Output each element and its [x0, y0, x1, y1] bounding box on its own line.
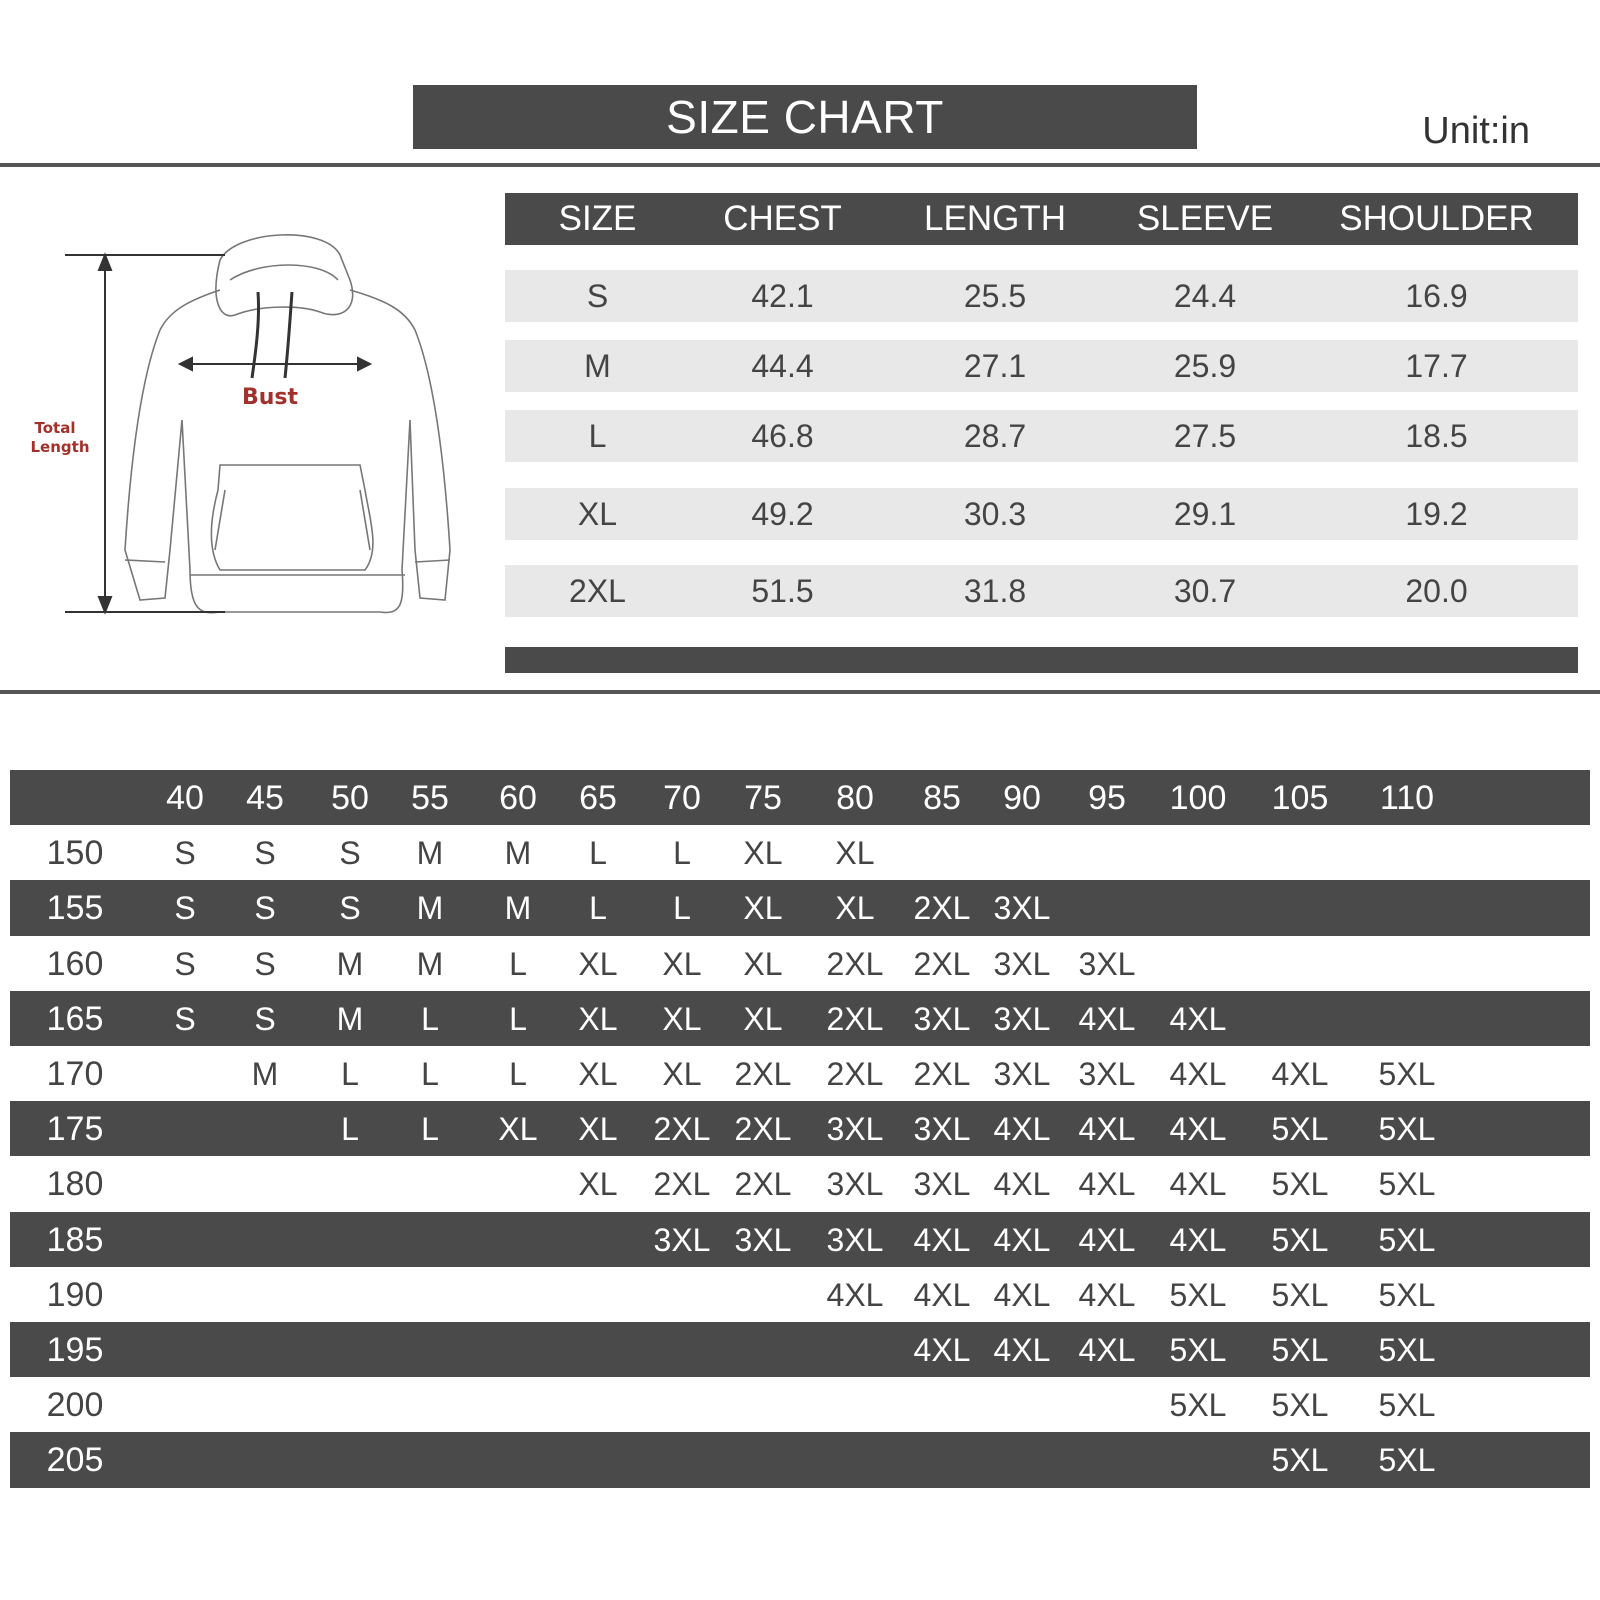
size-cell: 2XL	[734, 1111, 792, 1147]
size-cell: 5XL	[1378, 1277, 1436, 1313]
weight-header: 90	[1003, 779, 1041, 817]
cell-length: 27.1	[963, 347, 1027, 384]
cell-size: 2XL	[569, 572, 626, 609]
size-cell: 4XL	[913, 1222, 971, 1258]
size-cell: S	[339, 835, 361, 871]
size-cell: 4XL	[1169, 1166, 1227, 1202]
cell-sleeve: 27.5	[1173, 417, 1237, 454]
size-cell: XL	[743, 1001, 783, 1037]
size-cell: 5XL	[1378, 1442, 1436, 1478]
cell-shoulder: 20.0	[1405, 572, 1468, 609]
size-cell: S	[174, 1001, 196, 1037]
cell-size: L	[588, 417, 607, 454]
size-cell: L	[509, 946, 527, 982]
size-cell: XL	[578, 1056, 618, 1092]
size-cell: XL	[662, 946, 702, 982]
size-cell: 3XL	[993, 1056, 1051, 1092]
size-cell: 4XL	[913, 1277, 971, 1313]
weight-header: 95	[1088, 779, 1126, 817]
cell-size: S	[586, 277, 609, 314]
size-cell: 5XL	[1169, 1277, 1227, 1313]
size-cell: 2XL	[826, 1056, 884, 1092]
size-cell: 4XL	[1078, 1001, 1136, 1037]
size-cell: XL	[743, 835, 783, 871]
hoodie-diagram	[20, 220, 460, 640]
size-cell: 3XL	[1078, 1056, 1136, 1092]
weight-header: 100	[1169, 779, 1227, 817]
size-cell: M	[504, 835, 532, 871]
grid-row	[10, 991, 1590, 1047]
size-cell: L	[673, 890, 691, 926]
size-cell: 3XL	[826, 1222, 884, 1258]
size-cell: 5XL	[1271, 1332, 1329, 1368]
size-cell: 5XL	[1378, 1056, 1436, 1092]
grid-row	[10, 1101, 1590, 1157]
size-cell: 4XL	[993, 1111, 1051, 1147]
size-cell: S	[339, 890, 361, 926]
size-cell: 4XL	[1078, 1332, 1136, 1368]
size-cell: M	[504, 890, 532, 926]
height-label: 165	[46, 1000, 104, 1038]
cell-sleeve: 24.4	[1173, 277, 1237, 314]
measurements-row	[505, 410, 1578, 462]
height-label: 200	[46, 1386, 104, 1424]
grid-row	[10, 880, 1590, 936]
weight-header: 45	[246, 779, 284, 817]
size-cell: 4XL	[1078, 1166, 1136, 1202]
size-cell: M	[416, 835, 444, 871]
height-label: 155	[46, 889, 104, 927]
weight-header: 110	[1379, 779, 1435, 817]
size-cell: S	[174, 890, 196, 926]
size-cell: 2XL	[826, 946, 884, 982]
size-cell: L	[509, 1001, 527, 1037]
hoodie-outline-icon	[20, 220, 460, 640]
size-cell: 2XL	[913, 890, 971, 926]
cell-size: XL	[577, 495, 618, 532]
size-cell: 5XL	[1169, 1387, 1227, 1423]
measurements-row	[505, 565, 1578, 617]
size-cell: 4XL	[1078, 1222, 1136, 1258]
weight-header: 70	[663, 779, 701, 817]
size-cell: M	[416, 946, 444, 982]
cell-chest: 46.8	[751, 417, 814, 454]
weight-header: 80	[836, 779, 874, 817]
size-cell: 5XL	[1378, 1166, 1436, 1202]
cell-sleeve: 25.9	[1173, 347, 1237, 384]
size-cell: L	[341, 1056, 359, 1092]
cell-sleeve: 29.1	[1173, 495, 1237, 532]
height-label: 195	[46, 1331, 104, 1369]
cell-length: 25.5	[963, 277, 1027, 314]
size-cell: 4XL	[826, 1277, 884, 1313]
size-cell: 2XL	[913, 946, 971, 982]
size-cell: XL	[578, 946, 618, 982]
cell-chest: 49.2	[751, 495, 814, 532]
size-cell: 4XL	[993, 1222, 1051, 1258]
size-cell: XL	[662, 1056, 702, 1092]
size-cell: 5XL	[1378, 1387, 1436, 1423]
measurements-row	[505, 488, 1578, 540]
cell-chest: 42.1	[751, 277, 814, 314]
size-cell: 3XL	[826, 1111, 884, 1147]
size-cell: L	[421, 1001, 439, 1037]
height-label: 190	[46, 1276, 104, 1314]
size-cell: S	[254, 890, 276, 926]
weight-header: 85	[923, 779, 961, 817]
size-cell: XL	[835, 890, 875, 926]
size-cell: 4XL	[1169, 1222, 1227, 1258]
size-cell: 2XL	[653, 1166, 711, 1202]
size-cell: 4XL	[913, 1332, 971, 1368]
cell-shoulder: 18.5	[1405, 417, 1468, 454]
size-cell: 5XL	[1271, 1111, 1329, 1147]
height-label: 180	[46, 1165, 104, 1203]
height-label: 170	[46, 1055, 104, 1093]
size-cell: 5XL	[1271, 1166, 1329, 1202]
cell-shoulder: 16.9	[1405, 277, 1468, 314]
size-cell: M	[251, 1056, 279, 1092]
divider-bottom	[0, 690, 1600, 694]
size-cell: 5XL	[1378, 1332, 1436, 1368]
size-cell: 5XL	[1271, 1277, 1329, 1313]
size-cell: 3XL	[993, 1001, 1051, 1037]
grid-row	[10, 936, 1590, 992]
size-cell: 4XL	[993, 1332, 1051, 1368]
size-cell: S	[174, 946, 196, 982]
col-shoulder-header: SHOULDER	[1339, 199, 1534, 238]
grid-row	[10, 825, 1590, 881]
measurements-row	[505, 270, 1578, 322]
size-cell: 2XL	[913, 1056, 971, 1092]
measurements-row	[505, 340, 1578, 392]
cell-chest: 44.4	[751, 347, 814, 384]
cell-sleeve: 30.7	[1173, 572, 1237, 609]
grid-row	[10, 1377, 1590, 1433]
size-cell: 3XL	[913, 1166, 971, 1202]
size-chart-title	[413, 85, 1197, 149]
cell-shoulder: 17.7	[1405, 347, 1468, 384]
size-cell: 5XL	[1271, 1442, 1329, 1478]
size-cell: 4XL	[1078, 1111, 1136, 1147]
size-cell: S	[254, 946, 276, 982]
size-cell: 3XL	[734, 1222, 792, 1258]
measurements-header-row	[505, 193, 1578, 245]
size-cell: 2XL	[826, 1001, 884, 1037]
size-cell: XL	[498, 1111, 538, 1147]
weight-header: 55	[411, 779, 449, 817]
col-sleeve-header: SLEEVE	[1136, 199, 1274, 238]
height-label: 175	[46, 1110, 104, 1148]
size-cell: L	[589, 835, 607, 871]
weight-header: 50	[331, 779, 369, 817]
size-cell: XL	[743, 890, 783, 926]
unit-label: Unit:in	[1422, 110, 1530, 152]
grid-row	[10, 1322, 1590, 1378]
cell-length: 30.3	[963, 495, 1027, 532]
size-cell: 5XL	[1378, 1111, 1436, 1147]
measurements-table	[505, 193, 1578, 609]
size-cell: S	[254, 1001, 276, 1037]
size-cell: L	[509, 1056, 527, 1092]
size-cell: L	[589, 890, 607, 926]
height-label: 160	[46, 945, 104, 983]
total-length-label-line1: Total	[34, 419, 76, 437]
size-cell: 4XL	[993, 1166, 1051, 1202]
size-cell: 4XL	[1169, 1001, 1227, 1037]
size-cell: XL	[578, 1111, 618, 1147]
weight-header: 105	[1271, 779, 1329, 817]
size-cell: 2XL	[653, 1111, 711, 1147]
col-length-header: LENGTH	[924, 199, 1066, 238]
size-cell: XL	[662, 1001, 702, 1037]
grid-row	[10, 1156, 1590, 1212]
size-cell: L	[421, 1056, 439, 1092]
size-cell: 4XL	[1169, 1111, 1227, 1147]
size-cell: S	[174, 835, 196, 871]
size-cell: 2XL	[734, 1056, 792, 1092]
weight-header: 40	[166, 779, 204, 817]
size-cell: 3XL	[993, 946, 1051, 982]
size-cell: M	[416, 890, 444, 926]
size-cell: XL	[578, 1166, 618, 1202]
size-cell: 3XL	[913, 1001, 971, 1037]
grid-row	[10, 1046, 1590, 1102]
size-cell: 3XL	[653, 1222, 711, 1258]
size-cell: 5XL	[1271, 1387, 1329, 1423]
col-size-header: SIZE	[558, 199, 637, 238]
weight-header: 65	[579, 779, 617, 817]
size-cell: 5XL	[1378, 1222, 1436, 1258]
size-cell: M	[336, 1001, 364, 1037]
grid-row	[10, 1212, 1590, 1268]
total-length-label-line2: Length	[30, 438, 90, 456]
weight-header: 75	[744, 779, 782, 817]
height-label: 150	[46, 834, 104, 872]
size-cell: M	[336, 946, 364, 982]
size-cell: XL	[578, 1001, 618, 1037]
size-cell: 3XL	[993, 890, 1051, 926]
cell-shoulder: 19.2	[1405, 495, 1468, 532]
cell-length: 28.7	[963, 417, 1027, 454]
col-chest-header: CHEST	[723, 199, 842, 238]
size-cell: 2XL	[734, 1166, 792, 1202]
size-cell: 3XL	[826, 1166, 884, 1202]
size-cell: S	[254, 835, 276, 871]
grid-row	[10, 1267, 1590, 1323]
grid-row	[10, 1432, 1590, 1488]
title-text: SIZE CHART	[666, 91, 944, 143]
size-cell: L	[673, 835, 691, 871]
height-label: 185	[46, 1221, 104, 1259]
size-cell: 4XL	[1169, 1056, 1227, 1092]
measurements-footer-bar	[505, 647, 1578, 673]
divider-top	[0, 163, 1600, 167]
size-cell: XL	[835, 835, 875, 871]
size-cell: 4XL	[1078, 1277, 1136, 1313]
size-cell: 3XL	[1078, 946, 1136, 982]
cell-size: M	[584, 347, 611, 384]
size-cell: XL	[743, 946, 783, 982]
size-cell: 5XL	[1271, 1222, 1329, 1258]
cell-chest: 51.5	[751, 572, 814, 609]
size-cell: L	[421, 1111, 439, 1147]
size-cell: L	[341, 1111, 359, 1147]
height-label: 205	[46, 1441, 104, 1479]
size-cell: 3XL	[913, 1111, 971, 1147]
weight-header: 60	[499, 779, 537, 817]
cell-length: 31.8	[963, 572, 1027, 609]
grid-header-row	[10, 770, 1590, 826]
size-cell: 4XL	[993, 1277, 1051, 1313]
size-cell: 5XL	[1169, 1332, 1227, 1368]
size-cell: 4XL	[1271, 1056, 1329, 1092]
bust-label: Bust	[241, 385, 299, 410]
